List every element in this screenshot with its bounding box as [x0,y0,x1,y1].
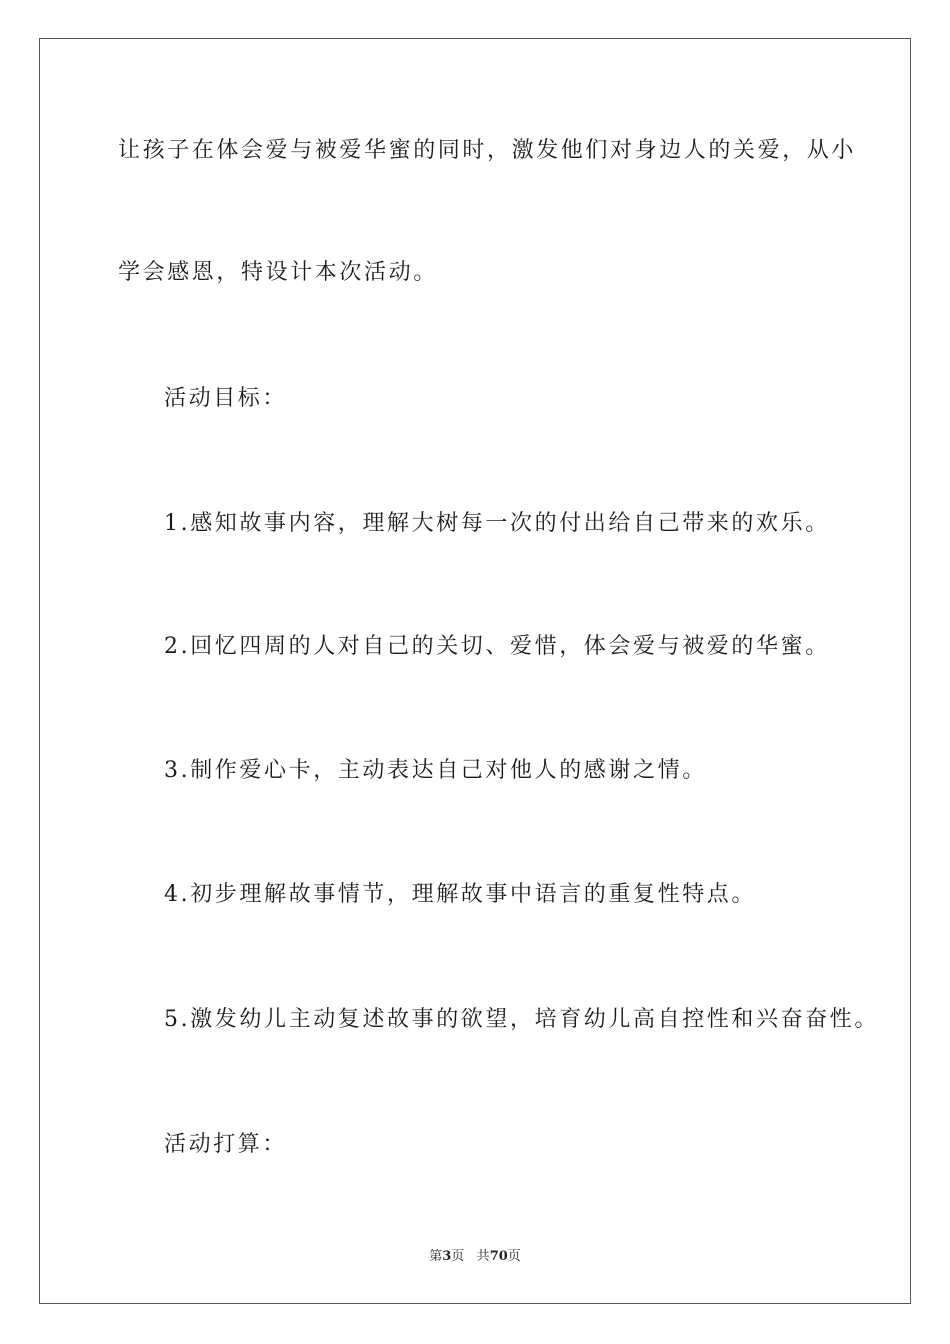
total-prefix: 共 [476,1249,490,1264]
paragraph-line-1: 让孩子在体会爱与被爱华蜜的同时，激发他们对身边人的关爱，从小 [118,138,857,163]
goal-item-4: 4.初步理解故事情节，理解故事中语言的重复性特点。 [164,882,756,907]
page-footer [0,1248,950,1266]
goal-item-1: 1.感知故事内容，理解大树每一次的付出给自己带来的欢乐。 [164,511,830,536]
page-number: 3 [442,1249,452,1264]
paragraph-line-2: 学会感恩，特设计本次活动。 [118,260,438,285]
total-suffix: 页 [507,1249,521,1264]
goal-item-2: 2.回忆四周的人对自己的关切、爱惜，体会爱与被爱的华蜜。 [164,634,830,659]
goal-item-3: 3.制作爱心卡，主动表达自己对他人的感谢之情。 [164,758,707,783]
section-heading-plan: 活动打算： [164,1132,288,1157]
total-pages: 70 [489,1249,508,1264]
section-heading-goals: 活动目标： [164,386,288,411]
page-suffix: 页 [451,1249,465,1264]
goal-item-5: 5.激发幼儿主动复述故事的欲望，培育幼儿高自控性和兴奋奋性。 [164,1007,879,1032]
page-border [39,38,911,1304]
page-prefix: 第 [429,1249,443,1264]
